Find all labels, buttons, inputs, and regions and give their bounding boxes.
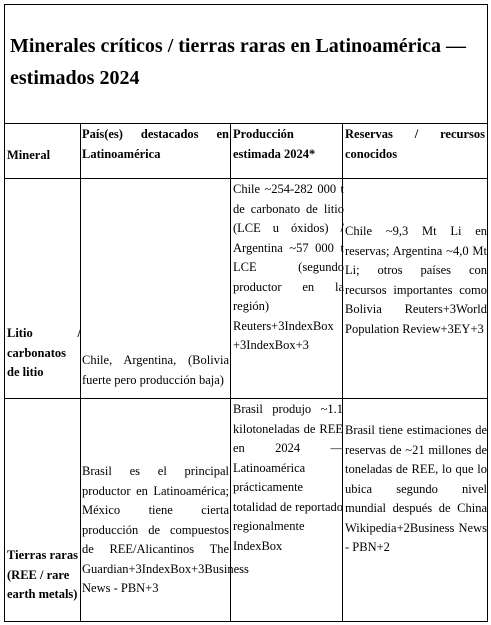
row-ree-mineral: Tierras raras (REE / rare earth metals) bbox=[7, 548, 78, 601]
header-mineral: Mineral bbox=[7, 148, 51, 162]
header-reservas: Reservas / recursos conocidos bbox=[345, 127, 485, 161]
row-lithium-mineral: Litio / carbonatos de litio bbox=[7, 326, 81, 379]
header-produccion: Producción estimada 2024* bbox=[233, 127, 316, 161]
table-top-border bbox=[4, 123, 488, 124]
row-lithium-reserves: Chile ~9,3 Mt Li en reservas; Argentina ~4,0 Mt Li; otros países con recursos importantes como Bolivia Reuters+3World Population Review+3EY+3 bbox=[345, 224, 487, 336]
row-lithium-production: Chile ~254-282 000 t de carbonato de litio (LCE u óxidos) / Argentina ~57 000 t LCE (segundo productor en la región) Reuters+3IndexBox +3IndexBox+3 bbox=[233, 182, 344, 352]
header-paises: País(es) destacados en Latinoamérica bbox=[82, 127, 229, 161]
row-divider bbox=[4, 398, 488, 399]
row-lithium-countries: Chile, Argentina, (Bolivia fuerte pero producción baja) bbox=[82, 353, 229, 387]
document-title: Minerales críticos / tierras raras en Latinoamérica — estimados 2024 bbox=[10, 35, 466, 89]
header-divider bbox=[4, 178, 488, 179]
row-ree-production: Brasil produjo ~1.1 kilotoneladas de REE en 2024 — Latinoamérica prácticamente totalidad de reportado regionalmente IndexBox bbox=[233, 402, 343, 553]
row-ree-countries: Brasil es el principal productor en Latinoamérica; México tiene cierta producción de compuestos de REE/Alicantinos The Guardian+3IndexBox+3Business News - PBN+3 bbox=[82, 464, 249, 595]
row-ree-reserves: Brasil tiene estimaciones de reservas de ~21 millones de toneladas de REE, lo que lo ubica segundo nivel mundial después de China Wikipedia+2Business News - PBN+2 bbox=[345, 423, 487, 554]
column-divider bbox=[230, 123, 231, 622]
